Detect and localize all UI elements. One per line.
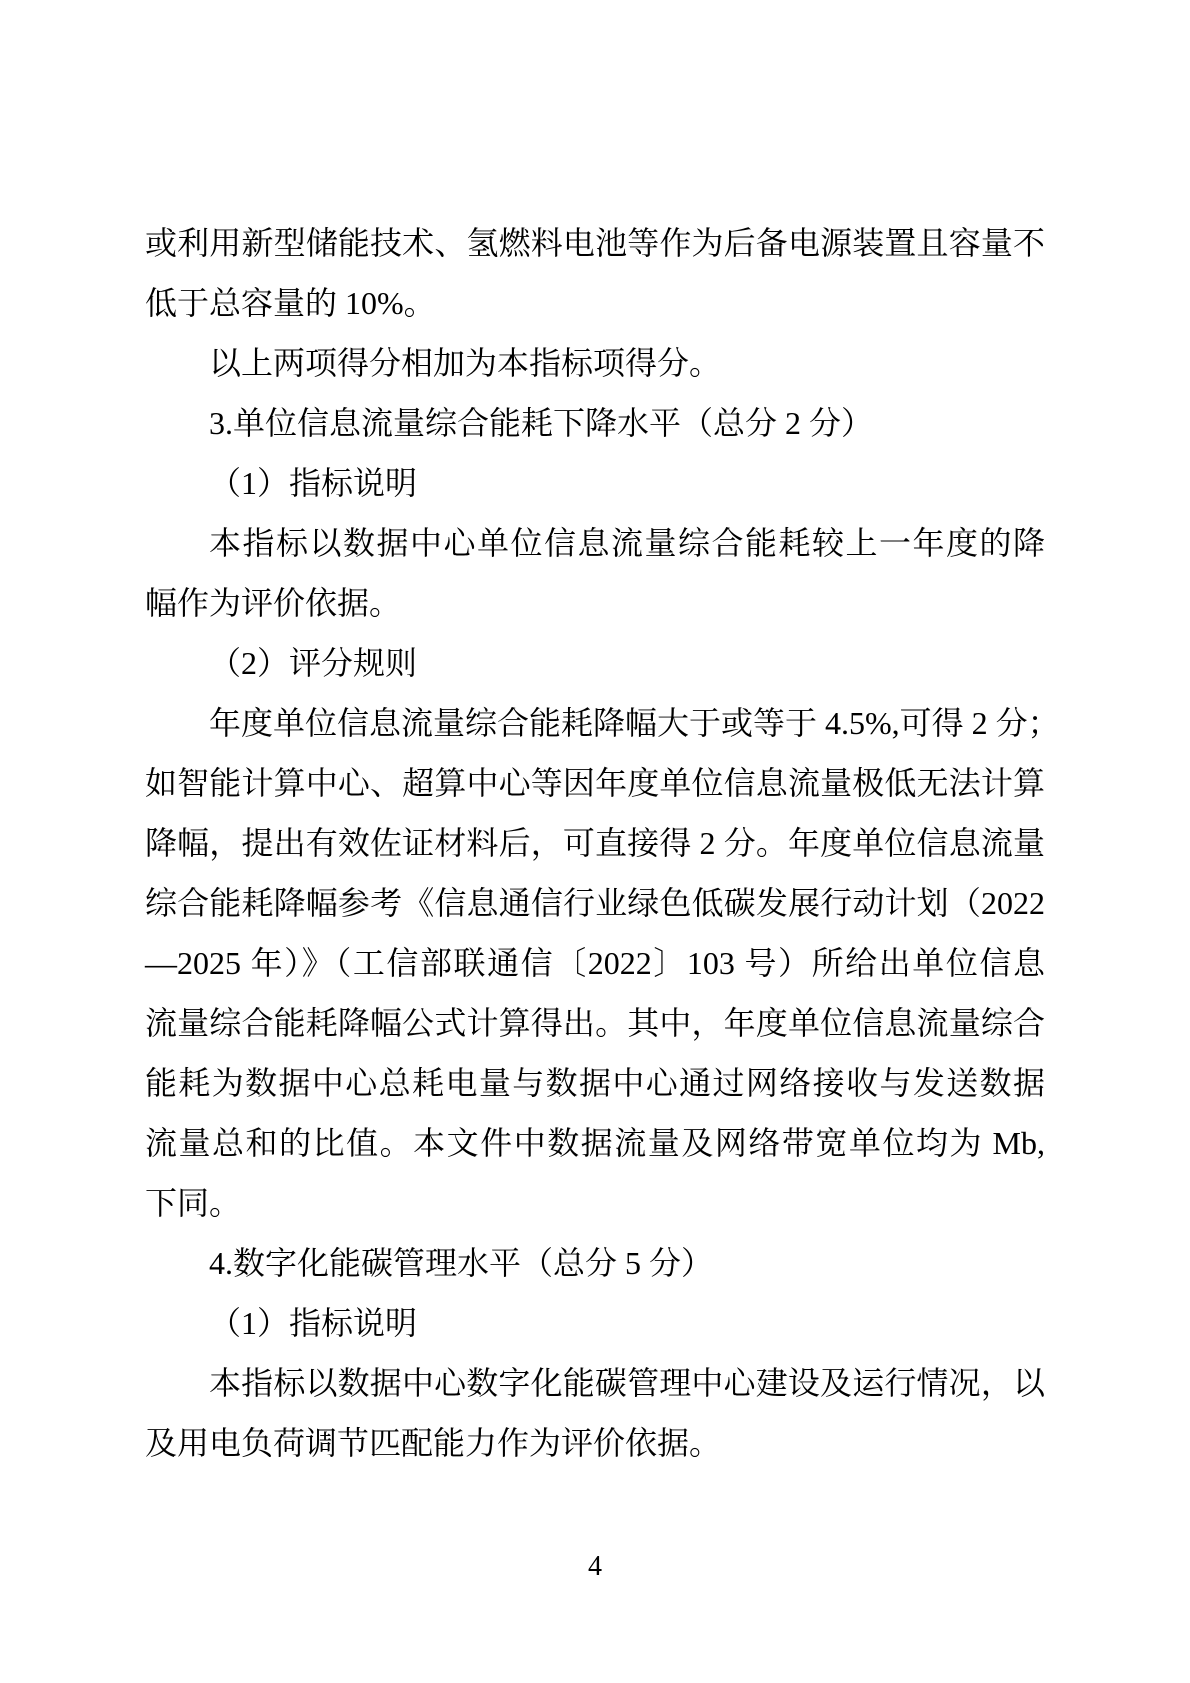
text-line: 或利用新型储能技术、氢燃料电池等作为后备电源装置且容量不 xyxy=(145,225,1045,261)
document-body xyxy=(145,213,1060,1473)
text-line: 综合能耗降幅参考《信息通信行业绿色低碳发展行动计划（2022 xyxy=(145,885,1045,921)
text-line: 本指标以数据中心数字化能碳管理中心建设及运行情况，以 xyxy=(209,1365,1045,1401)
text-line: 如智能计算中心、超算中心等因年度单位信息流量极低无法计算 xyxy=(145,765,1045,801)
text-line: —2025 年）》（工信部联通信〔2022〕103 号）所给出单位信息 xyxy=(145,945,1045,981)
text-line: 低于总容量的 10%。 xyxy=(145,285,436,321)
text-line: 以上两项得分相加为本指标项得分。 xyxy=(209,345,722,381)
text-line: 流量综合能耗降幅公式计算得出。其中，年度单位信息流量综合 xyxy=(145,1005,1045,1041)
text-line: 本指标以数据中心单位信息流量综合能耗较上一年度的降 xyxy=(209,525,1045,561)
text-line: （1）指标说明 xyxy=(209,465,418,501)
text-line: 下同。 xyxy=(145,1185,242,1221)
text-line: 3.单位信息流量综合能耗下降水平（总分 2 分） xyxy=(209,405,874,441)
page-number: 4 xyxy=(588,1551,602,1582)
page-footer xyxy=(0,1550,1190,1584)
text-line: （1）指标说明 xyxy=(209,1305,418,1341)
text-line: 能耗为数据中心总耗电量与数据中心通过网络接收与发送数据 xyxy=(145,1065,1045,1101)
text-line: 及用电负荷调节匹配能力作为评价依据。 xyxy=(145,1425,722,1461)
text-line: （2）评分规则 xyxy=(209,645,418,681)
text-line: 年度单位信息流量综合能耗降幅大于或等于 4.5%,可得 2 分； xyxy=(209,705,1060,741)
text-line: 降幅，提出有效佐证材料后，可直接得 2 分。年度单位信息流量 xyxy=(145,825,1045,861)
text-line: 流量总和的比值。本文件中数据流量及网络带宽单位均为 Mb, xyxy=(145,1125,1045,1161)
text-line: 4.数字化能碳管理水平（总分 5 分） xyxy=(209,1245,714,1281)
text-line: 幅作为评价依据。 xyxy=(145,585,402,621)
